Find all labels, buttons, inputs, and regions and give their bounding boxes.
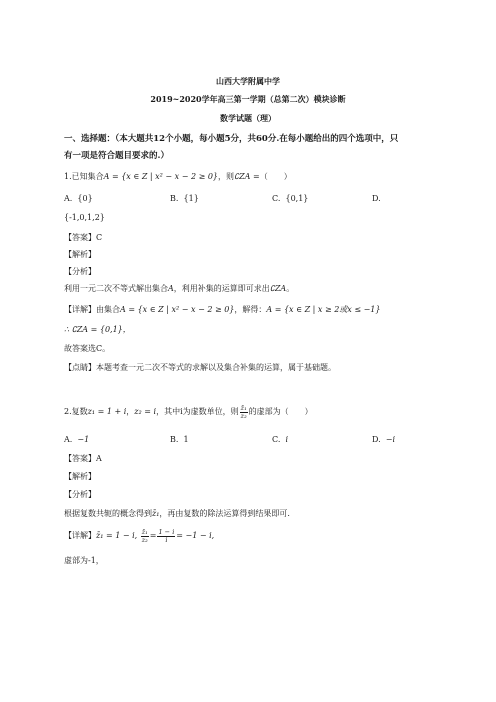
q1-option-b [170, 193, 199, 204]
q1-analysis: 【解析】 [64, 250, 96, 259]
q1-fenxi-text-a: 利用一元二次不等式解出集合 [64, 284, 168, 293]
q1-detail [64, 304, 380, 315]
q2-stem-mid: ，其中i为虚数单位，则 [156, 407, 239, 416]
q2-stem-prefix: 2.复数 [64, 407, 88, 416]
q2-detail-result: = −1 − i, [176, 531, 215, 540]
q1-option-a [64, 193, 93, 204]
q2-fenxi: 【分析】 [64, 490, 96, 499]
q2-detail-conj: z̄₁ = 1 − i, [96, 531, 138, 540]
q2-option-c-value: i [285, 435, 289, 444]
q2-option-d [372, 434, 395, 445]
q2-detail-prefix: 【详解】 [64, 531, 96, 540]
q2-detail-frac-right-num: 1 − i [158, 527, 175, 536]
q2-analysis: 【解析】 [64, 472, 96, 481]
q1-option-d-value: {-1,0,1,2} [64, 213, 105, 222]
q2-fenxi-text [64, 507, 290, 521]
q1-choose: 故答案选C。 [64, 344, 111, 353]
q1-option-c [272, 193, 308, 204]
q2-stem [64, 404, 313, 420]
q2-fraction [240, 405, 248, 420]
q2-frac-den: z₂ [240, 411, 247, 420]
q1-set-def: A = {x ∈ Z | x² − x − 2 ≥ 0} [103, 172, 219, 181]
q2-option-a-value: −1 [77, 435, 90, 444]
q2-option-c-label: C. [272, 435, 281, 444]
q2-option-d-label: D. [372, 435, 381, 444]
q1-fenxi-result: ∁ZA [269, 284, 287, 293]
subject-title: 数学试题（理） [220, 113, 276, 123]
q1-stem-end: （ ） [259, 172, 292, 181]
q1-fenxi-text [64, 283, 294, 294]
q2-fenxi-text-a: 根据复数共轭的概念得到 [64, 509, 152, 518]
q2-option-c [272, 434, 288, 445]
q1-fenxi-text-c: 。 [286, 284, 295, 293]
q1-option-a-label: A. [64, 194, 73, 203]
q1-fenxi: 【分析】 [64, 267, 96, 276]
q2-detail-frac-right [157, 529, 175, 544]
q2-answer: 【答案】A [64, 454, 102, 463]
q1-option-b-label: B. [170, 194, 179, 203]
q2-option-d-value: −i [385, 435, 396, 444]
q2-detail [64, 528, 214, 544]
q2-option-b-value: 1 [183, 435, 189, 444]
q2-imag-part: 虚部为-1， [64, 556, 104, 565]
q2-detail-frac-right-den: i [165, 535, 168, 544]
q1-detail-set: A = {x ∈ Z | x² − x − 2 ≥ 0} [120, 305, 235, 314]
q2-fenxi-text-b: ，再由复数的除法运算得到结果即可. [159, 509, 290, 518]
q2-option-b-label: B. [170, 435, 179, 444]
q1-ask: ∁ZA = [234, 172, 260, 181]
q2-option-b [170, 434, 189, 445]
q1-comment: 【点睛】本题考查一元二次不等式的求解以及集合补集的运算，属于基础题。 [64, 363, 336, 372]
q1-option-a-value: {0} [77, 194, 93, 203]
q2-option-a [64, 434, 89, 445]
q1-option-d-label: D. [372, 194, 381, 203]
q2-frac-num: z̄₁ [240, 403, 247, 412]
q2-fenxi-conj: z̄₁ [152, 509, 160, 518]
q2-detail-frac-left [141, 529, 149, 544]
q1-fenxi-var: A [168, 284, 174, 293]
q1-stem-mid: ，则 [218, 172, 235, 181]
q1-stem [64, 171, 292, 182]
q2-stem-end: 的虚部为（ ） [248, 407, 313, 416]
q1-detail-solved: A = {x ∈ Z | x ≥ 2或x ≤ −1} [266, 305, 381, 314]
q2-detail-frac-left-den: z₂ [141, 535, 148, 544]
q2-comma: ， [126, 407, 135, 416]
q1-answer: 【答案】C [64, 233, 103, 242]
q2-detail-eq: = [149, 531, 157, 540]
q1-fenxi-text-b: ，利用补集的运算即可求出 [173, 284, 270, 293]
q2-z1: z₁ = 1 + i [87, 407, 127, 416]
q1-option-c-label: C. [272, 194, 281, 203]
q1-therefore: ∴ ∁ZA = {0,1}， [64, 325, 131, 334]
q2-detail-frac-left-num: z̄₁ [141, 527, 148, 536]
q2-option-a-label: A. [64, 435, 73, 444]
section-heading-line1: 一、选择题：（本大题共12个小题，每小题5分，共60分.在每小题给出的四个选项中，只 [64, 134, 399, 144]
q1-detail-mid: ，解得： [234, 305, 267, 314]
section-heading-line2: 有一项是符合题目要求的.） [64, 151, 169, 161]
q1-option-c-value: {0,1} [285, 194, 309, 203]
q1-option-b-value: {1} [183, 194, 199, 203]
q1-detail-prefix: 【详解】由集合 [64, 305, 120, 314]
school-name: 山西大学附属中学 [216, 76, 280, 86]
term-title: 2019~2020学年高三第一学期（总第二次）模块诊断 [150, 94, 346, 104]
q2-z2: z₂ = i [134, 407, 157, 416]
q1-stem-prefix: 1.已知集合 [64, 172, 104, 181]
